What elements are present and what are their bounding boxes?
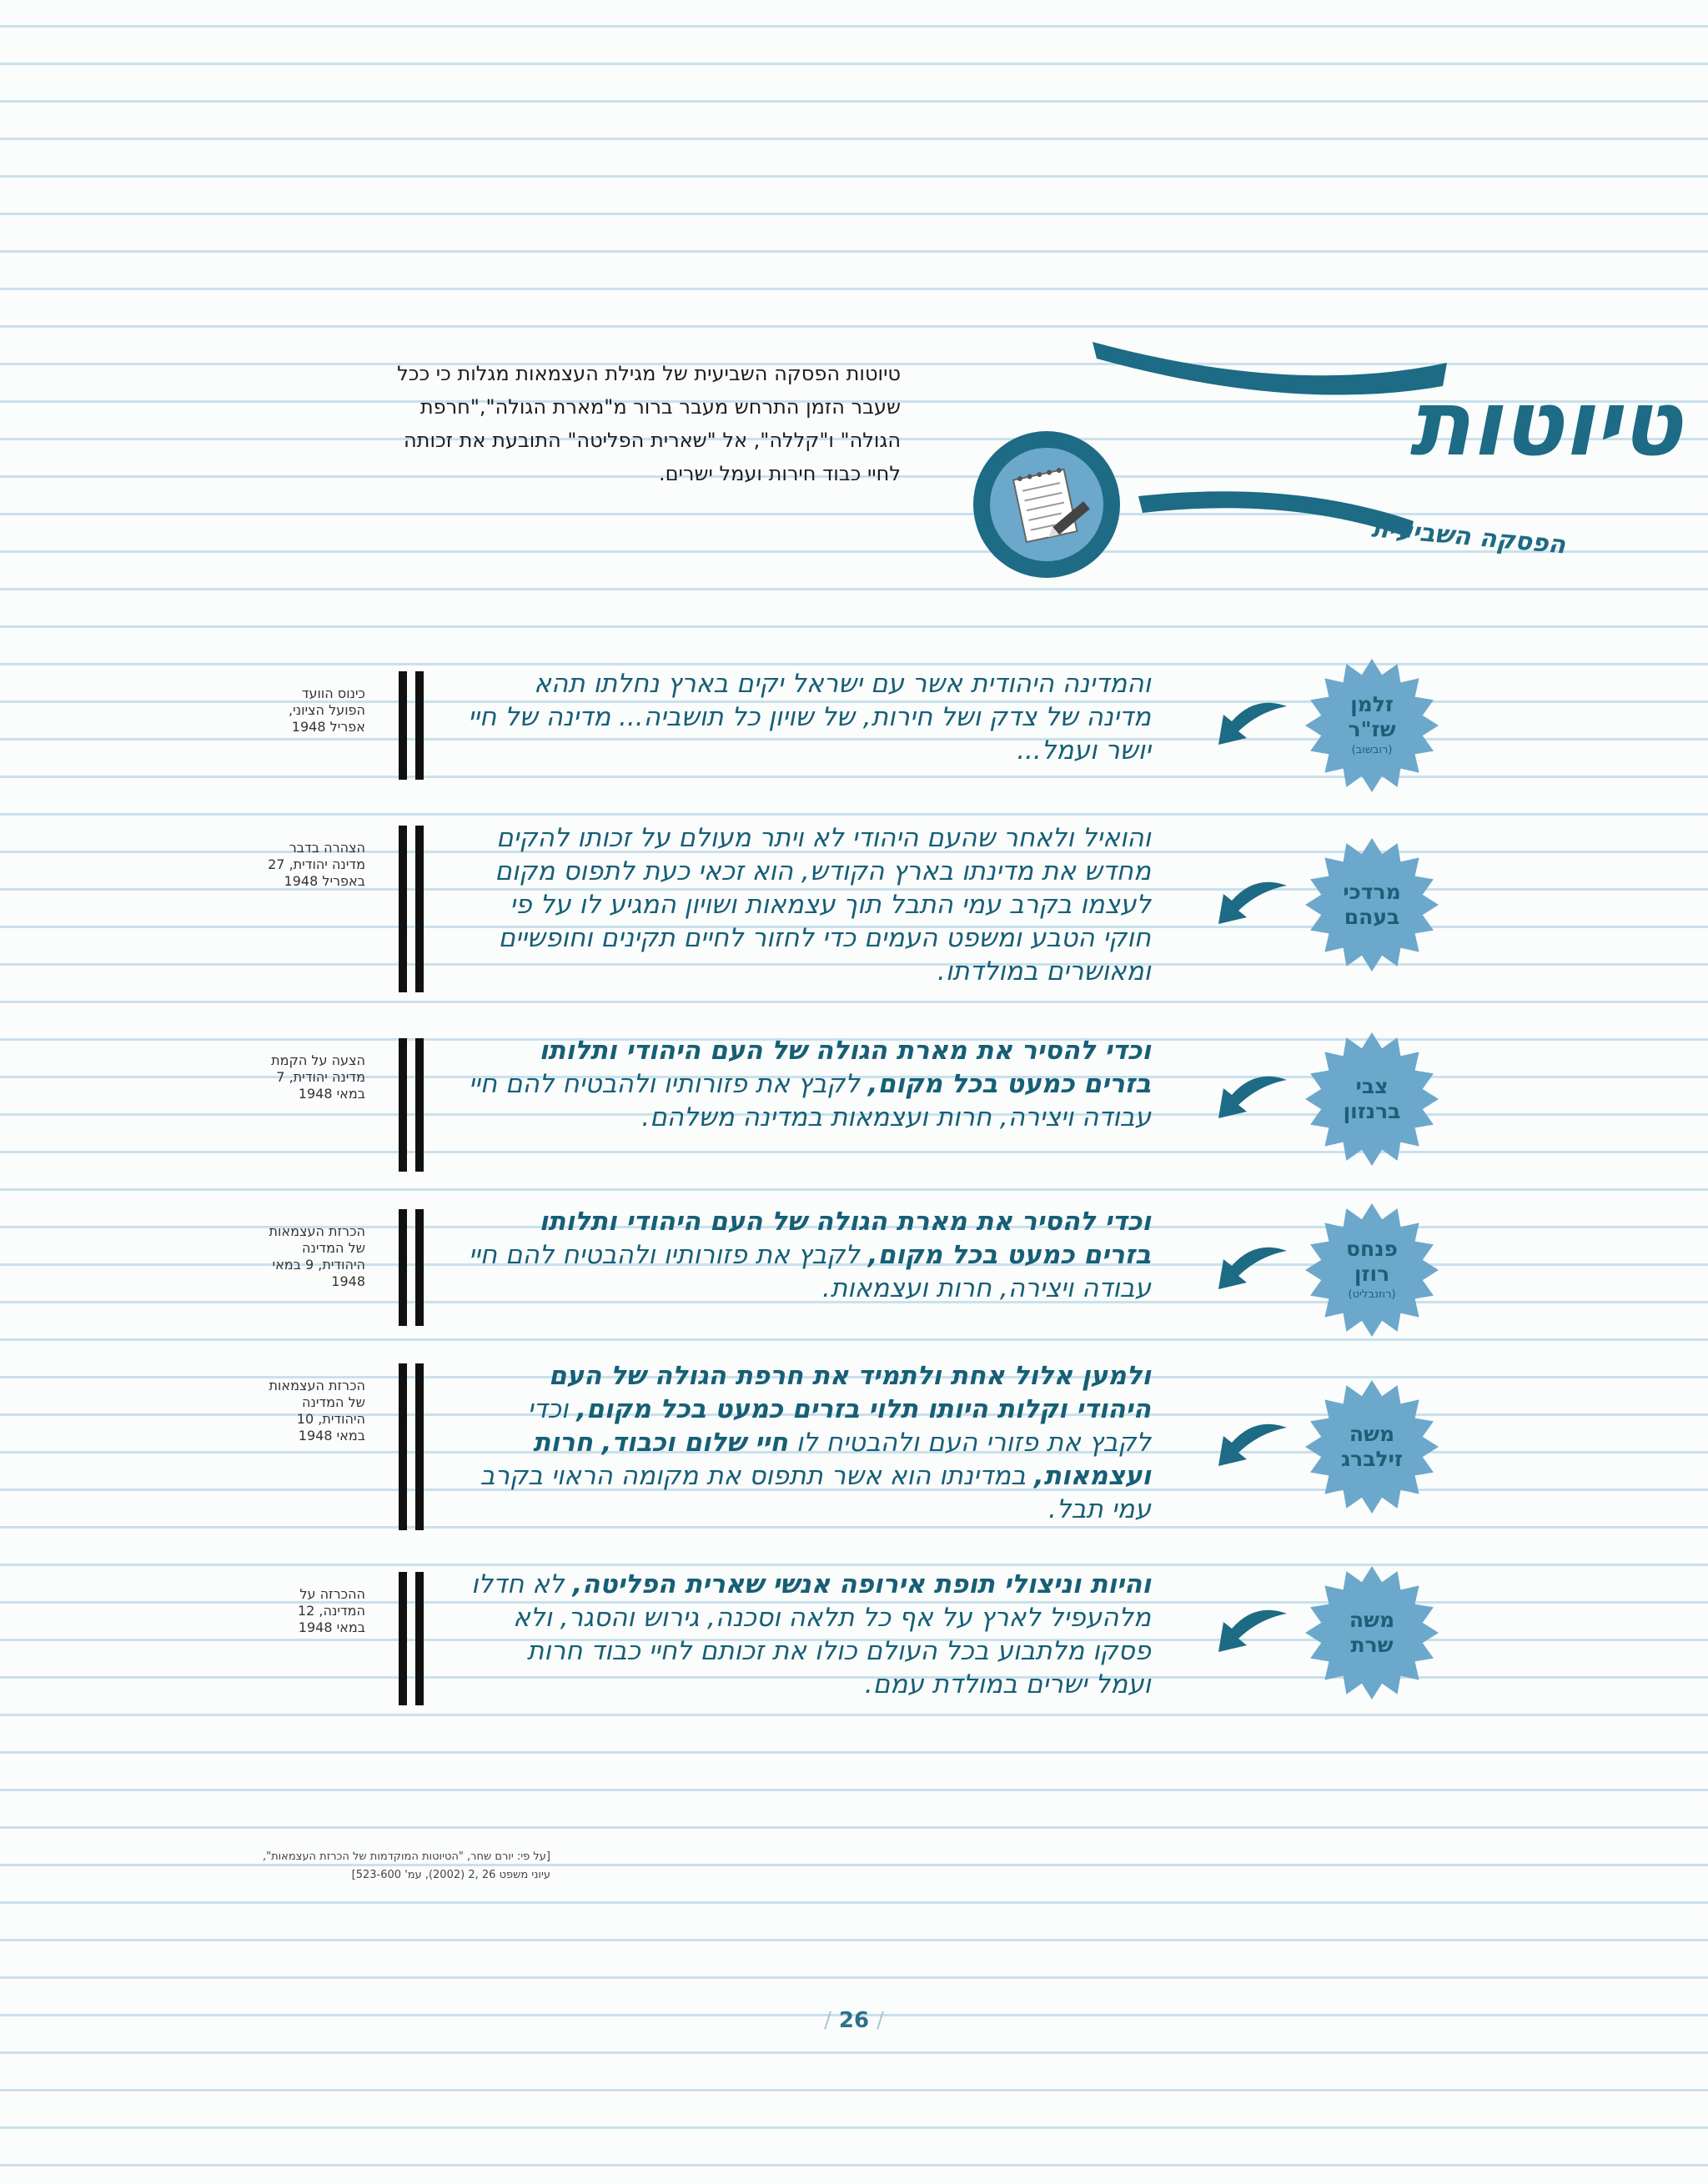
curved-arrow-icon xyxy=(1213,876,1293,934)
quote-emphasis: ולמען אלול אחת ולתמיד את חרפת הגולה של העם היהודי וקלות היותו תלוי בזרים כמעט בכל מקום, xyxy=(548,1361,1151,1424)
quote-text: לא חדלו מלהעפיל לארץ על אף כל תלאה וסכנה, גירוש והסגר, ולא פסקו מלתבוע בכל העולם כולו את זכותם לחיי כבוד חרות ועמל ישרים במולדת עמם. xyxy=(471,1569,1151,1700)
curved-arrow-icon xyxy=(1213,1604,1293,1662)
author-name: מרדכי xyxy=(1343,880,1401,904)
quote-text: וכדי לקבץ את פזורי העם ולהבטיח לו xyxy=(527,1394,1151,1458)
author-name: משה xyxy=(1349,1422,1395,1446)
author-name: רוזן xyxy=(1354,1262,1390,1286)
draft-quote xyxy=(467,1034,1151,1134)
author-name: משה xyxy=(1349,1608,1395,1632)
draft-quote xyxy=(467,821,1151,988)
curved-arrow-icon xyxy=(1213,1241,1293,1299)
author-name: זילברג xyxy=(1341,1447,1403,1471)
footnote: [על פי: יורם שחר, "הטיוטות המוקדמות של הכרזת העצמאות", עיוני משפט 26 ,2 (2002), עמ' 523-600] xyxy=(262,1850,550,1881)
notepad-pencil-icon xyxy=(973,431,1120,578)
quote-emphasis: וכדי להסיר את מארת הגולה של העם היהודי ותלותו בזרים כמעט בכל מקום, xyxy=(539,1036,1151,1099)
quote-text: והמדינה היהודית אשר עם ישראל יקים בארץ נחלתו תהא מדינה של צדק ושל חירות, של שויון כל תושביה... מדינה של חיי יושר ועמל... xyxy=(468,669,1151,766)
draft-source: הכרזת העצמאות של המדינה היהודית, 9 במאי 1948 xyxy=(269,1223,365,1289)
author-name: זלמן xyxy=(1350,692,1394,716)
logo-subtitle: הפסקה השביעית xyxy=(1370,514,1567,560)
author-badge xyxy=(1305,1203,1439,1337)
author-badge xyxy=(1305,1032,1439,1166)
author-name: בעהם xyxy=(1344,905,1400,929)
quote-text: במדינתו הוא אשר תתפוס את מקומה הראוי בקרב עמי תבל. xyxy=(480,1461,1151,1524)
double-bar-divider xyxy=(399,826,427,992)
curved-arrow-icon xyxy=(1213,1418,1293,1476)
author-name: שרת xyxy=(1350,1633,1394,1657)
author-name: פנחס xyxy=(1346,1237,1398,1261)
logo xyxy=(959,321,1682,596)
quote-emphasis: וכדי להסיר את מארת הגולה של העם היהודי ותלותו בזרים כמעט בכל מקום, xyxy=(539,1207,1151,1270)
quote-text: לקבץ את פזורותיו ולהבטיח להם חיי עבודה ויצירה, חרות ועצמאות במדינה משלהם. xyxy=(468,1069,1151,1132)
quote-emphasis: חיי שלום וכבוד, חרות ועצמאות, xyxy=(533,1428,1151,1491)
double-bar-divider xyxy=(399,1209,427,1326)
author-badge xyxy=(1305,1380,1439,1514)
author-original-name: (רובשוב) xyxy=(1351,744,1393,756)
quote-text: לקבץ את פזורותיו ולהבטיח להם חיי עבודה ויצירה, חרות ועצמאות. xyxy=(468,1240,1151,1303)
page-number: / 26 / xyxy=(824,2008,884,2033)
draft-source: כינוס הוועד הפועל הציוני, אפריל 1948 xyxy=(289,685,365,735)
draft-quote xyxy=(467,667,1151,767)
double-bar-divider xyxy=(399,671,427,780)
quote-text: והואיל ולאחר שהעם היהודי לא ויתר מעולם על זכותו להקים מחדש את מדינתו בארץ הקודש, הוא זכאי כעת לתפוס מקום לעצמו בקרב עמי התבל תוך עצמאות ושויון המגיע לו על פי חוקי הטבע ומשפט העמים כדי לחזור לחיים תקינים וחופשיים ומאושרים במולדתו. xyxy=(495,823,1151,987)
author-name: צבי xyxy=(1355,1074,1389,1098)
double-bar-divider xyxy=(399,1038,427,1172)
draft-source: הצהרה בדבר מדינה יהודית, 27 באפריל 1948 xyxy=(268,840,365,889)
author-badge xyxy=(1305,659,1439,792)
author-name: ברנזון xyxy=(1343,1099,1401,1123)
page-number-value: 26 xyxy=(838,2008,870,2033)
curved-arrow-icon xyxy=(1213,696,1293,755)
intro-paragraph: טיוטות הפסקה השביעית של מגילת העצמאות מגלות כי ככל שעבר הזמן התרחש מעבר ברור מ"מארת הגולה","חרפת הגולה" ו"קללה", אל "שארית הפליטה" התובעת את זכותה לחיי כבוד חירות ועמל ישרים. xyxy=(397,362,901,485)
double-bar-divider xyxy=(399,1572,427,1705)
quote-emphasis: והיות וניצולי תופת אירופה אנשי שארית הפליטה, xyxy=(572,1569,1151,1599)
draft-source: הכרזת העצמאות של המדינה היהודית, 10 במאי 1948 xyxy=(269,1378,365,1443)
author-badge xyxy=(1305,838,1439,972)
author-original-name: (רוזנבליט) xyxy=(1348,1288,1396,1301)
author-badge xyxy=(1305,1566,1439,1700)
draft-quote xyxy=(467,1568,1151,1701)
draft-source: הצעה על הקמת מדינה יהודית, 7 במאי 1948 xyxy=(271,1052,365,1102)
draft-quote xyxy=(467,1205,1151,1305)
draft-source: ההכרזה על המדינה, 12 במאי 1948 xyxy=(297,1586,365,1635)
author-name: שז"ר xyxy=(1348,717,1396,741)
logo-title: טיוטות xyxy=(1409,372,1682,476)
double-bar-divider xyxy=(399,1363,427,1530)
draft-quote xyxy=(467,1359,1151,1526)
curved-arrow-icon xyxy=(1213,1070,1293,1128)
